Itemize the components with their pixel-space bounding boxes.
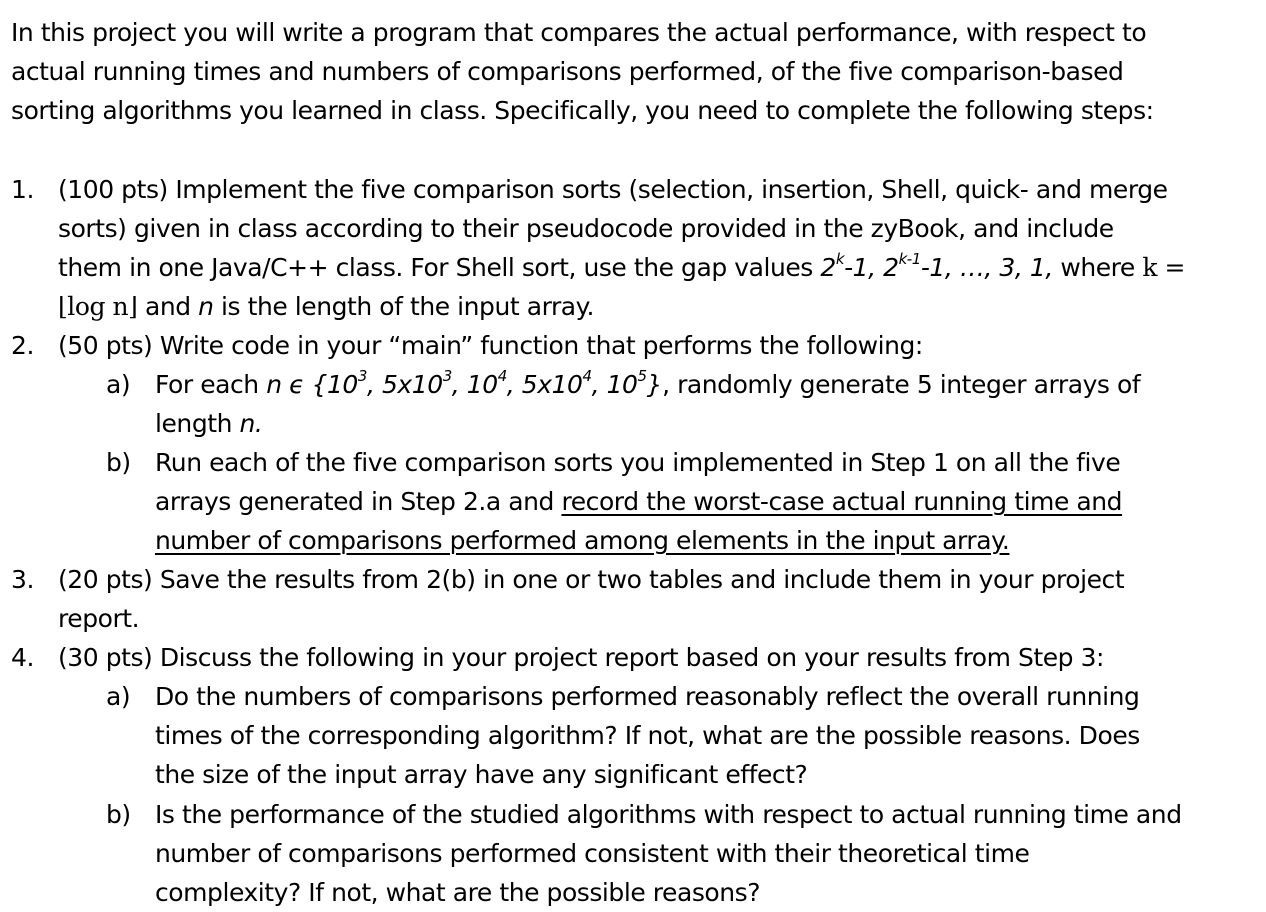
step-2a-line-2: length n.	[155, 409, 263, 438]
step-4a-marker: a)	[106, 682, 131, 711]
gap-value-2: 2$^{k-1}$-1, …, 3, 1,	[883, 249, 1053, 282]
intro-line-3: sorting algorithms you learned in class. Specifically, you need to complete the following steps:	[11, 96, 1154, 125]
floor-log-n: ⌊log n⌋	[58, 292, 138, 321]
step-3-marker: 3.	[11, 565, 34, 594]
step-2-line-1: (50 pts) Write code in your “main” function that performs the following:	[58, 331, 923, 360]
variable-n: n	[198, 292, 214, 321]
step-1-line-3	[58, 248, 1185, 287]
step-4a-line-3: the size of the input array have any significant effect?	[155, 760, 808, 789]
step-1-line-4: ⌊log n⌋ and n is the length of the input array.	[58, 292, 594, 321]
where-word: where	[1052, 253, 1143, 282]
step-2b-line-2: arrays generated in Step 2.a and record the worst-case actual running time and	[155, 487, 1123, 516]
step-1-line-1: (100 pts) Implement the five comparison sorts (selection, insertion, Shell, quick- and merge	[58, 175, 1168, 204]
step-1-marker: 1.	[11, 175, 34, 204]
array-size-set: n ϵ {$10^3$, $5x10^3$, $10^4$, $5x10^4$, $10^5$}	[266, 366, 663, 399]
intro-line-2: actual running times and numbers of comparisons performed, of the five comparison-based	[11, 57, 1124, 86]
step-4-line-1: (30 pts) Discuss the following in your project report based on your results from Step 3:	[58, 643, 1105, 672]
step-2b-line-3	[155, 521, 1009, 560]
step-4-marker: 4.	[11, 643, 34, 672]
step-3-line-1: (20 pts) Save the results from 2(b) in one or two tables and include them in your project	[58, 565, 1125, 594]
step-4b-line-1: Is the performance of the studied algorithms with respect to actual running time and	[155, 800, 1182, 829]
step-3-line-2: report.	[58, 604, 140, 633]
step-1-line-3-text: them in one Java/C++ class. For Shell sort, use the gap values	[58, 253, 821, 282]
step-4b-line-2: number of comparisons performed consistent with their theoretical time	[155, 839, 1030, 868]
k-equals: k =	[1142, 253, 1186, 282]
step-4b-marker: b)	[106, 800, 131, 829]
gap-value-1: 2$^k$-1,	[820, 249, 884, 282]
step-2a-marker: a)	[106, 370, 131, 399]
step-1-line-2: sorts) given in class according to their pseudocode provided in the zyBook, and include	[58, 214, 1114, 243]
intro-line-1: In this project you will write a program that compares the actual performance, with respect to	[11, 18, 1147, 47]
step-2-marker: 2.	[11, 331, 34, 360]
step-2a-line-1: For each n ϵ {$10^3$, $5x10^3$, $10^4$, $5x10^4$, $10^5$}, randomly generate 5 integer arrays of	[155, 366, 1141, 399]
step-2b-line-1: Run each of the five comparison sorts you implemented in Step 1 on all the five	[155, 448, 1121, 477]
step-4a-line-1: Do the numbers of comparisons performed reasonably reflect the overall running	[155, 682, 1140, 711]
underlined-requirement-continued: number of comparisons performed among elements in the input array.	[155, 526, 1010, 555]
step-4a-line-2: times of the corresponding algorithm? If not, what are the possible reasons. Does	[155, 721, 1140, 750]
underlined-requirement: record the worst-case actual running time and	[561, 487, 1123, 516]
step-4b-line-3: complexity? If not, what are the possible reasons?	[155, 878, 761, 907]
step-2b-marker: b)	[106, 448, 131, 477]
